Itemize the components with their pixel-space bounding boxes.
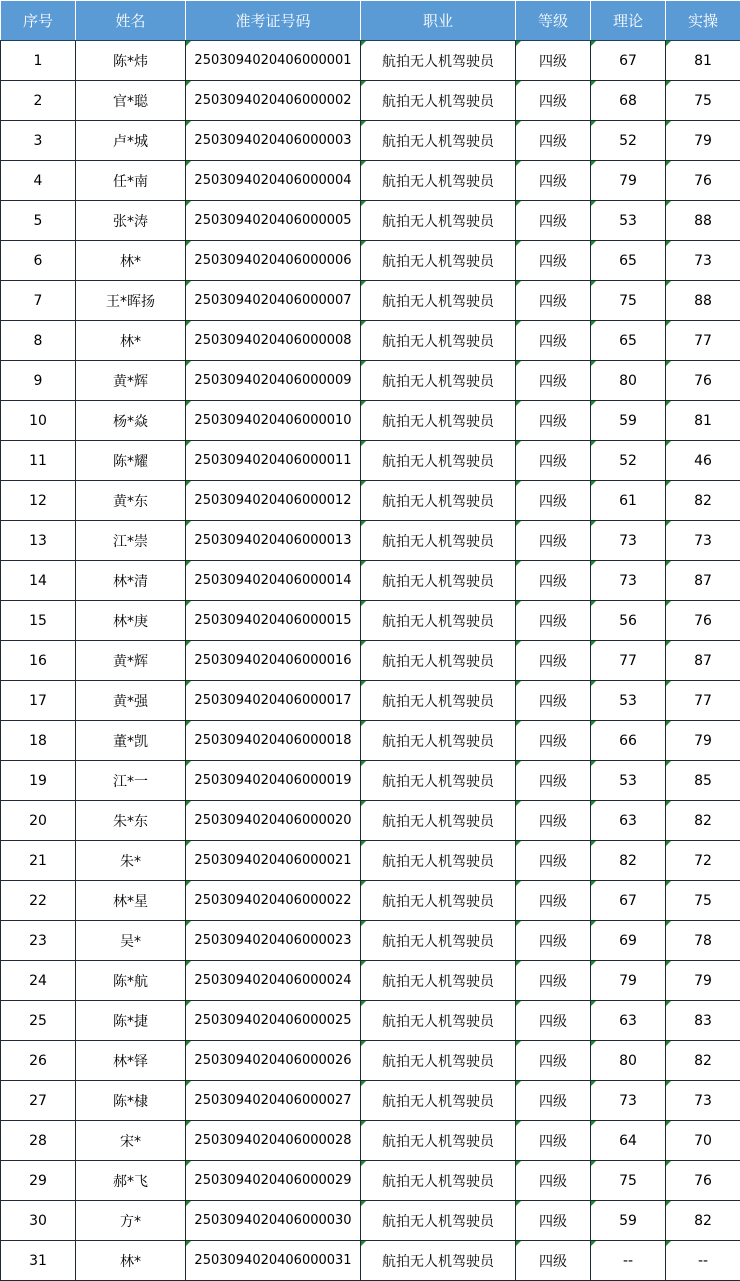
cell-level: 四级 <box>516 81 591 121</box>
cell-no: 5 <box>1 201 76 241</box>
cell-name: 陈*捷 <box>76 1001 186 1041</box>
cell-theory: 68 <box>591 81 666 121</box>
cell-exam-id: 2503094020406000015 <box>186 601 361 641</box>
table-row <box>1 1121 740 1161</box>
cell-practice: 82 <box>666 1201 740 1241</box>
cell-no: 23 <box>1 921 76 961</box>
cell-exam-id: 2503094020406000028 <box>186 1121 361 1161</box>
cell-theory: 73 <box>591 561 666 601</box>
cell-theory: 75 <box>591 1161 666 1201</box>
cell-name: 吴* <box>76 921 186 961</box>
cell-practice: 46 <box>666 441 740 481</box>
table-body <box>1 41 740 1281</box>
cell-no: 1 <box>1 41 76 81</box>
cell-no: 4 <box>1 161 76 201</box>
table-row <box>1 401 740 441</box>
table-row <box>1 1241 740 1281</box>
cell-theory: 65 <box>591 241 666 281</box>
cell-theory: 80 <box>591 361 666 401</box>
cell-job: 航拍无人机驾驶员 <box>361 481 516 521</box>
cell-name: 林*清 <box>76 561 186 601</box>
cell-practice: 82 <box>666 801 740 841</box>
table-row <box>1 1081 740 1121</box>
cell-no: 28 <box>1 1121 76 1161</box>
cell-exam-id: 2503094020406000013 <box>186 521 361 561</box>
cell-no: 30 <box>1 1201 76 1241</box>
cell-level: 四级 <box>516 321 591 361</box>
cell-job: 航拍无人机驾驶员 <box>361 601 516 641</box>
cell-no: 2 <box>1 81 76 121</box>
cell-practice: 73 <box>666 241 740 281</box>
cell-practice: 75 <box>666 881 740 921</box>
table-row <box>1 881 740 921</box>
cell-level: 四级 <box>516 1001 591 1041</box>
cell-name: 陈*航 <box>76 961 186 1001</box>
cell-job: 航拍无人机驾驶员 <box>361 161 516 201</box>
cell-exam-id: 2503094020406000022 <box>186 881 361 921</box>
cell-exam-id: 2503094020406000008 <box>186 321 361 361</box>
cell-level: 四级 <box>516 841 591 881</box>
cell-level: 四级 <box>516 361 591 401</box>
table-row <box>1 561 740 601</box>
cell-level: 四级 <box>516 41 591 81</box>
cell-practice: 82 <box>666 481 740 521</box>
cell-job: 航拍无人机驾驶员 <box>361 121 516 161</box>
table-row <box>1 121 740 161</box>
cell-name: 林*铎 <box>76 1041 186 1081</box>
header-level: 等级 <box>516 1 591 41</box>
cell-practice: 76 <box>666 601 740 641</box>
cell-theory: 67 <box>591 41 666 81</box>
cell-exam-id: 2503094020406000016 <box>186 641 361 681</box>
cell-practice: 75 <box>666 81 740 121</box>
cell-theory: -- <box>591 1241 666 1281</box>
cell-theory: 64 <box>591 1121 666 1161</box>
cell-no: 15 <box>1 601 76 641</box>
cell-name: 黄*强 <box>76 681 186 721</box>
table-row <box>1 441 740 481</box>
cell-exam-id: 2503094020406000019 <box>186 761 361 801</box>
header-practice: 实操 <box>666 1 740 41</box>
cell-job: 航拍无人机驾驶员 <box>361 1001 516 1041</box>
cell-theory: 79 <box>591 161 666 201</box>
table-row <box>1 681 740 721</box>
cell-practice: 79 <box>666 121 740 161</box>
cell-name: 林* <box>76 241 186 281</box>
cell-level: 四级 <box>516 721 591 761</box>
cell-name: 陈*耀 <box>76 441 186 481</box>
cell-theory: 56 <box>591 601 666 641</box>
cell-exam-id: 2503094020406000020 <box>186 801 361 841</box>
cell-no: 10 <box>1 401 76 441</box>
cell-exam-id: 2503094020406000018 <box>186 721 361 761</box>
cell-practice: 87 <box>666 561 740 601</box>
cell-level: 四级 <box>516 201 591 241</box>
table-row <box>1 241 740 281</box>
cell-exam-id: 2503094020406000012 <box>186 481 361 521</box>
cell-job: 航拍无人机驾驶员 <box>361 41 516 81</box>
cell-job: 航拍无人机驾驶员 <box>361 1241 516 1281</box>
table-row <box>1 1161 740 1201</box>
cell-no: 27 <box>1 1081 76 1121</box>
table-row <box>1 321 740 361</box>
cell-level: 四级 <box>516 281 591 321</box>
cell-practice: 73 <box>666 521 740 561</box>
cell-theory: 53 <box>591 201 666 241</box>
table-row <box>1 1001 740 1041</box>
cell-practice: 76 <box>666 161 740 201</box>
table-row <box>1 921 740 961</box>
cell-practice: 82 <box>666 1041 740 1081</box>
table-row <box>1 641 740 681</box>
cell-level: 四级 <box>516 1161 591 1201</box>
cell-exam-id: 2503094020406000023 <box>186 921 361 961</box>
cell-level: 四级 <box>516 481 591 521</box>
cell-theory: 77 <box>591 641 666 681</box>
cell-name: 朱* <box>76 841 186 881</box>
cell-practice: 88 <box>666 201 740 241</box>
cell-no: 7 <box>1 281 76 321</box>
cell-practice: 78 <box>666 921 740 961</box>
cell-theory: 69 <box>591 921 666 961</box>
cell-name: 杨*焱 <box>76 401 186 441</box>
header-theory: 理论 <box>591 1 666 41</box>
cell-name: 朱*东 <box>76 801 186 841</box>
cell-level: 四级 <box>516 1041 591 1081</box>
cell-practice: 81 <box>666 401 740 441</box>
cell-name: 任*南 <box>76 161 186 201</box>
cell-theory: 75 <box>591 281 666 321</box>
cell-job: 航拍无人机驾驶员 <box>361 921 516 961</box>
cell-practice: 76 <box>666 1161 740 1201</box>
cell-job: 航拍无人机驾驶员 <box>361 961 516 1001</box>
header-row <box>1 1 740 41</box>
cell-level: 四级 <box>516 561 591 601</box>
cell-exam-id: 2503094020406000017 <box>186 681 361 721</box>
table-row <box>1 281 740 321</box>
cell-job: 航拍无人机驾驶员 <box>361 1081 516 1121</box>
cell-exam-id: 2503094020406000031 <box>186 1241 361 1281</box>
table-row <box>1 721 740 761</box>
cell-theory: 59 <box>591 1201 666 1241</box>
cell-practice: 77 <box>666 681 740 721</box>
cell-no: 25 <box>1 1001 76 1041</box>
cell-level: 四级 <box>516 1201 591 1241</box>
cell-theory: 73 <box>591 521 666 561</box>
cell-no: 22 <box>1 881 76 921</box>
cell-job: 航拍无人机驾驶员 <box>361 201 516 241</box>
cell-exam-id: 2503094020406000014 <box>186 561 361 601</box>
cell-job: 航拍无人机驾驶员 <box>361 521 516 561</box>
cell-exam-id: 2503094020406000005 <box>186 201 361 241</box>
cell-job: 航拍无人机驾驶员 <box>361 241 516 281</box>
cell-no: 8 <box>1 321 76 361</box>
cell-no: 24 <box>1 961 76 1001</box>
cell-name: 官*聪 <box>76 81 186 121</box>
cell-job: 航拍无人机驾驶员 <box>361 1041 516 1081</box>
table-row <box>1 841 740 881</box>
cell-theory: 53 <box>591 681 666 721</box>
table-row <box>1 161 740 201</box>
cell-name: 王*晖扬 <box>76 281 186 321</box>
cell-practice: 81 <box>666 41 740 81</box>
cell-name: 张*涛 <box>76 201 186 241</box>
cell-practice: 85 <box>666 761 740 801</box>
cell-job: 航拍无人机驾驶员 <box>361 681 516 721</box>
cell-exam-id: 2503094020406000026 <box>186 1041 361 1081</box>
cell-theory: 63 <box>591 1001 666 1041</box>
cell-job: 航拍无人机驾驶员 <box>361 401 516 441</box>
cell-level: 四级 <box>516 961 591 1001</box>
cell-theory: 61 <box>591 481 666 521</box>
cell-exam-id: 2503094020406000002 <box>186 81 361 121</box>
cell-exam-id: 2503094020406000010 <box>186 401 361 441</box>
cell-no: 20 <box>1 801 76 841</box>
cell-level: 四级 <box>516 601 591 641</box>
table-row <box>1 1041 740 1081</box>
header-name: 姓名 <box>76 1 186 41</box>
cell-no: 17 <box>1 681 76 721</box>
cell-no: 12 <box>1 481 76 521</box>
cell-exam-id: 2503094020406000006 <box>186 241 361 281</box>
cell-theory: 65 <box>591 321 666 361</box>
cell-name: 林* <box>76 321 186 361</box>
cell-level: 四级 <box>516 121 591 161</box>
cell-job: 航拍无人机驾驶员 <box>361 761 516 801</box>
cell-theory: 59 <box>591 401 666 441</box>
cell-practice: 79 <box>666 721 740 761</box>
cell-theory: 73 <box>591 1081 666 1121</box>
cell-theory: 53 <box>591 761 666 801</box>
cell-exam-id: 2503094020406000029 <box>186 1161 361 1201</box>
cell-exam-id: 2503094020406000001 <box>186 41 361 81</box>
cell-no: 9 <box>1 361 76 401</box>
cell-job: 航拍无人机驾驶员 <box>361 1161 516 1201</box>
table-row <box>1 1201 740 1241</box>
cell-level: 四级 <box>516 1241 591 1281</box>
header-no: 序号 <box>1 1 76 41</box>
cell-theory: 66 <box>591 721 666 761</box>
cell-name: 宋* <box>76 1121 186 1161</box>
cell-practice: -- <box>666 1241 740 1281</box>
cell-exam-id: 2503094020406000021 <box>186 841 361 881</box>
cell-no: 13 <box>1 521 76 561</box>
cell-no: 14 <box>1 561 76 601</box>
cell-level: 四级 <box>516 921 591 961</box>
cell-no: 19 <box>1 761 76 801</box>
cell-practice: 88 <box>666 281 740 321</box>
header-job: 职业 <box>361 1 516 41</box>
cell-level: 四级 <box>516 1081 591 1121</box>
cell-name: 陈*棣 <box>76 1081 186 1121</box>
cell-level: 四级 <box>516 641 591 681</box>
cell-practice: 72 <box>666 841 740 881</box>
cell-name: 卢*城 <box>76 121 186 161</box>
cell-exam-id: 2503094020406000009 <box>186 361 361 401</box>
cell-exam-id: 2503094020406000011 <box>186 441 361 481</box>
cell-theory: 63 <box>591 801 666 841</box>
cell-job: 航拍无人机驾驶员 <box>361 801 516 841</box>
cell-level: 四级 <box>516 881 591 921</box>
header-id: 准考证号码 <box>186 1 361 41</box>
cell-practice: 83 <box>666 1001 740 1041</box>
cell-exam-id: 2503094020406000030 <box>186 1201 361 1241</box>
cell-practice: 76 <box>666 361 740 401</box>
cell-name: 方* <box>76 1201 186 1241</box>
cell-level: 四级 <box>516 681 591 721</box>
cell-theory: 52 <box>591 441 666 481</box>
cell-job: 航拍无人机驾驶员 <box>361 561 516 601</box>
cell-no: 11 <box>1 441 76 481</box>
cell-exam-id: 2503094020406000027 <box>186 1081 361 1121</box>
cell-name: 郝*飞 <box>76 1161 186 1201</box>
cell-name: 黄*辉 <box>76 361 186 401</box>
table-row <box>1 801 740 841</box>
table-row <box>1 41 740 81</box>
table-row <box>1 761 740 801</box>
cell-no: 29 <box>1 1161 76 1201</box>
cell-practice: 79 <box>666 961 740 1001</box>
cell-theory: 79 <box>591 961 666 1001</box>
cell-name: 陈*炜 <box>76 41 186 81</box>
cell-job: 航拍无人机驾驶员 <box>361 881 516 921</box>
cell-no: 26 <box>1 1041 76 1081</box>
cell-theory: 82 <box>591 841 666 881</box>
cell-no: 6 <box>1 241 76 281</box>
cell-job: 航拍无人机驾驶员 <box>361 321 516 361</box>
cell-level: 四级 <box>516 761 591 801</box>
cell-exam-id: 2503094020406000003 <box>186 121 361 161</box>
cell-exam-id: 2503094020406000024 <box>186 961 361 1001</box>
cell-name: 林*庚 <box>76 601 186 641</box>
cell-practice: 73 <box>666 1081 740 1121</box>
cell-level: 四级 <box>516 161 591 201</box>
cell-name: 黄*辉 <box>76 641 186 681</box>
cell-theory: 52 <box>591 121 666 161</box>
cell-name: 江*一 <box>76 761 186 801</box>
cell-exam-id: 2503094020406000004 <box>186 161 361 201</box>
cell-no: 21 <box>1 841 76 881</box>
table-row <box>1 81 740 121</box>
cell-theory: 80 <box>591 1041 666 1081</box>
cell-name: 黄*东 <box>76 481 186 521</box>
cell-job: 航拍无人机驾驶员 <box>361 281 516 321</box>
cell-exam-id: 2503094020406000007 <box>186 281 361 321</box>
cell-job: 航拍无人机驾驶员 <box>361 721 516 761</box>
cell-no: 31 <box>1 1241 76 1281</box>
cell-level: 四级 <box>516 521 591 561</box>
cell-level: 四级 <box>516 401 591 441</box>
cell-exam-id: 2503094020406000025 <box>186 1001 361 1041</box>
table-row <box>1 481 740 521</box>
cell-name: 江*崇 <box>76 521 186 561</box>
cell-theory: 67 <box>591 881 666 921</box>
table-row <box>1 601 740 641</box>
cell-no: 3 <box>1 121 76 161</box>
cell-no: 16 <box>1 641 76 681</box>
cell-no: 18 <box>1 721 76 761</box>
cell-name: 林*星 <box>76 881 186 921</box>
cell-job: 航拍无人机驾驶员 <box>361 361 516 401</box>
cell-practice: 70 <box>666 1121 740 1161</box>
cell-job: 航拍无人机驾驶员 <box>361 441 516 481</box>
cell-level: 四级 <box>516 441 591 481</box>
cell-practice: 77 <box>666 321 740 361</box>
table-row <box>1 961 740 1001</box>
table-row <box>1 361 740 401</box>
cell-name: 董*凯 <box>76 721 186 761</box>
cell-job: 航拍无人机驾驶员 <box>361 1201 516 1241</box>
table-row <box>1 521 740 561</box>
cell-job: 航拍无人机驾驶员 <box>361 1121 516 1161</box>
cell-practice: 87 <box>666 641 740 681</box>
table-row <box>1 201 740 241</box>
cell-level: 四级 <box>516 1121 591 1161</box>
cell-job: 航拍无人机驾驶员 <box>361 841 516 881</box>
cell-job: 航拍无人机驾驶员 <box>361 81 516 121</box>
cell-job: 航拍无人机驾驶员 <box>361 641 516 681</box>
cell-level: 四级 <box>516 241 591 281</box>
cell-level: 四级 <box>516 801 591 841</box>
cell-name: 林* <box>76 1241 186 1281</box>
